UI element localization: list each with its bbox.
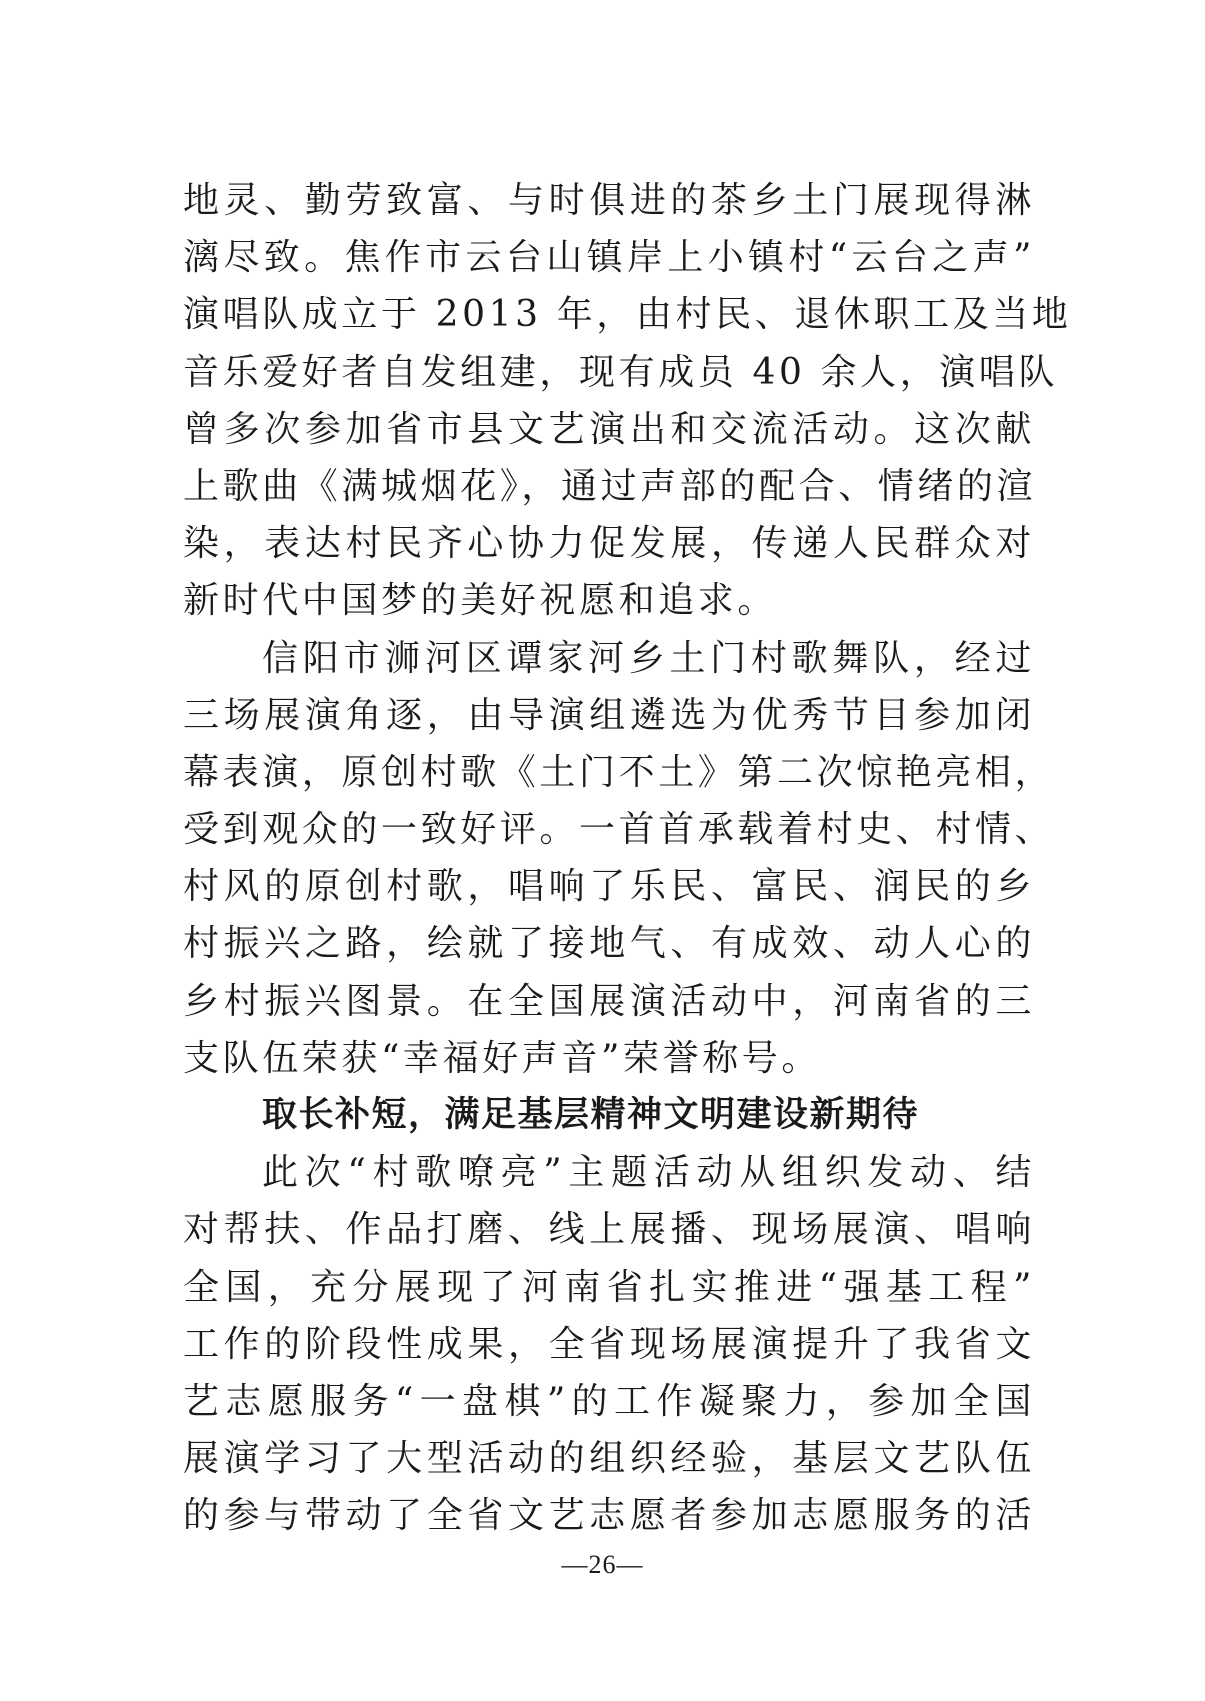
text-line: 对帮扶、作品打磨、线上展播、现场展演、唱响 xyxy=(183,1209,1035,1251)
text-line: 受到观众的一致好评。一首首承载着村史、村情、 xyxy=(183,809,1055,851)
paragraph-village-song xyxy=(183,1144,1035,1544)
text-line: 染，表达村民齐心协力促发展，传递人民群众对 xyxy=(183,523,1035,565)
text-line: 演唱队成立于 2013 年，由村民、退休职工及当地 xyxy=(183,294,1072,336)
text-line: 音乐爱好者自发组建，现有成员 40 余人，演唱队 xyxy=(183,351,1059,393)
text-line: 此次“村歌嘹亮”主题活动从组织发动、结 xyxy=(262,1152,1035,1194)
text-line: 村振兴之路，绘就了接地气、有成效、动人心的 xyxy=(183,923,1035,965)
text-line: 工作的阶段性成果，全省现场展演提升了我省文 xyxy=(183,1323,1035,1365)
text-line: 漓尽致。焦作市云台山镇岸上小镇村“云台之声” xyxy=(183,237,1035,279)
text-line: 信阳市浉河区谭家河乡土门村歌舞队，经过 xyxy=(262,637,1035,679)
text-line: 新时代中国梦的美好祝愿和追求。 xyxy=(183,580,778,622)
text-line: 村风的原创村歌，唱响了乐民、富民、润民的乡 xyxy=(183,866,1035,908)
paragraph-xinyang xyxy=(183,630,1055,1088)
text-line: 乡村振兴图景。在全国展演活动中，河南省的三 xyxy=(183,980,1035,1022)
document-body xyxy=(183,172,1072,1545)
text-line: 幕表演，原创村歌《土门不土》第二次惊艳亮相， xyxy=(183,751,1055,793)
text-line: 曾多次参加省市县文艺演出和交流活动。这次献 xyxy=(183,408,1035,450)
page-number: —26— xyxy=(561,1550,644,1579)
text-line: 全国，充分展现了河南省扎实推进“强基工程” xyxy=(183,1266,1035,1308)
section-heading: 取长补短，满足基层精神文明建设新期待 xyxy=(262,1095,920,1135)
text-line: 地灵、勤劳致富、与时俱进的茶乡土门展现得淋 xyxy=(183,180,1035,221)
text-line: 艺志愿服务“一盘棋”的工作凝聚力，参加全国 xyxy=(183,1380,1035,1422)
text-line: 展演学习了大型活动的组织经验，基层文艺队伍 xyxy=(183,1438,1035,1480)
text-line: 上歌曲《满城烟花》，通过声部的配合、情绪的渲 xyxy=(183,465,1037,507)
text-line: 支队伍荣获“幸福好声音”荣誉称号。 xyxy=(183,1037,822,1079)
text-line: 的参与带动了全省文艺志愿者参加志愿服务的活 xyxy=(183,1495,1035,1537)
text-line: 三场展演角逐，由导演组遴选为优秀节目参加闭 xyxy=(183,694,1035,736)
paragraph-continuation xyxy=(183,172,1072,630)
